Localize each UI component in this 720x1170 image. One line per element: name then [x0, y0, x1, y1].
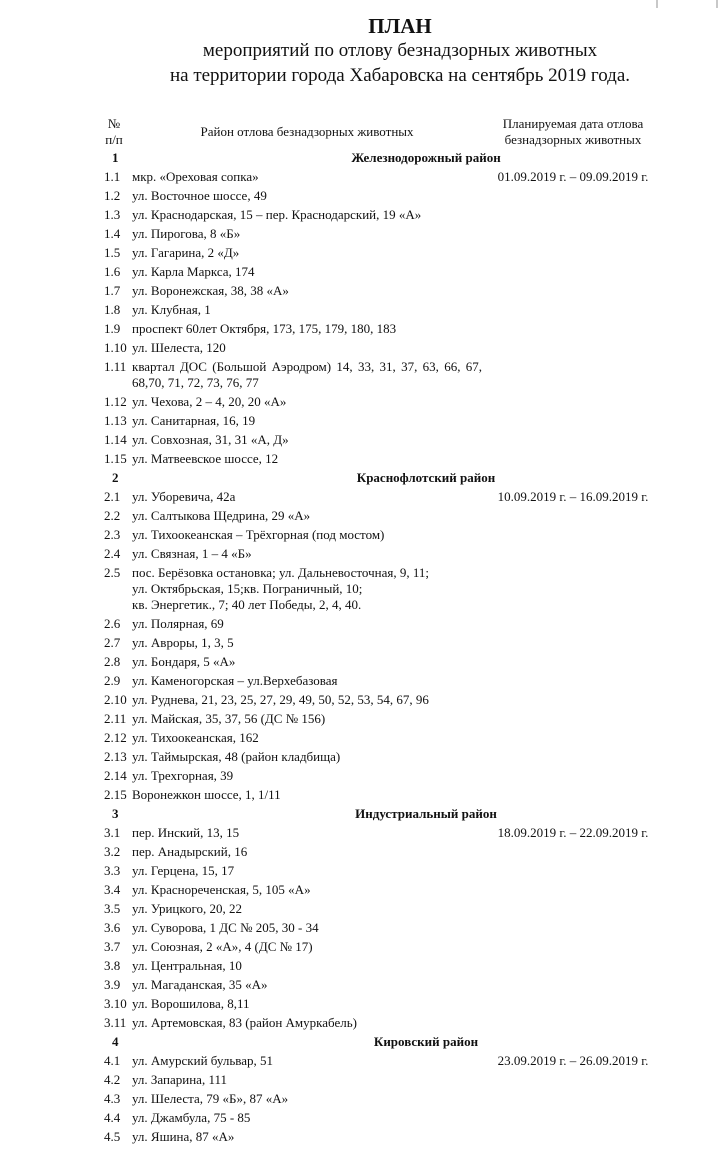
table-row	[104, 205, 664, 224]
table-row	[104, 918, 664, 937]
table-row	[104, 487, 664, 506]
district-name: Индустриальный район	[355, 805, 497, 821]
item-address: ул. Артемовская, 83 (район Амуркабель)	[132, 1014, 357, 1030]
item-number: 2.3	[104, 526, 121, 542]
table-row	[104, 690, 664, 709]
item-number: 1.14	[104, 431, 127, 447]
item-address: ул. Центральная, 10	[132, 957, 242, 973]
item-date: 18.09.2019 г. – 22.09.2019 г.	[497, 824, 649, 840]
table-row	[104, 937, 664, 956]
table-row	[104, 1127, 664, 1146]
item-date	[482, 918, 664, 937]
table-row	[104, 671, 664, 690]
item-date	[482, 506, 664, 525]
item-date	[482, 243, 664, 262]
item-number: 3.1	[104, 824, 121, 840]
item-date	[482, 392, 664, 411]
item-address: ул. Запарина, 111	[132, 1071, 227, 1087]
item-date	[482, 411, 664, 430]
item-number: 1.13	[104, 412, 127, 428]
item-address: ул. Связная, 1 – 4 «Б»	[132, 545, 252, 561]
item-date	[482, 430, 664, 449]
item-address: ул. Шелеста, 120	[132, 339, 226, 355]
table-body	[104, 148, 664, 1146]
item-number: 2.1	[104, 488, 121, 504]
item-address: ул. Амурский бульвар, 51	[132, 1052, 273, 1068]
item-date	[482, 338, 664, 357]
district-name: Краснофлотский район	[356, 469, 496, 485]
item-date	[482, 899, 664, 918]
item-number: 2.9	[104, 672, 121, 688]
item-date: 23.09.2019 г. – 26.09.2019 г.	[497, 1052, 649, 1068]
item-date	[482, 785, 664, 804]
item-address: ул. Воронежская, 38, 38 «А»	[132, 282, 289, 298]
table-row	[104, 243, 664, 262]
item-address: ул. Ворошилова, 8,11	[132, 995, 250, 1011]
item-number: 2.7	[104, 634, 121, 650]
item-address: квартал ДОС (Большой Аэродром) 14, 33, 31, 37, 63, 66, 67, 68,70, 71, 72, 73, 76, 77	[132, 358, 482, 390]
item-number: 3.11	[104, 1014, 127, 1030]
item-address: ул. Авроры, 1, 3, 5	[132, 634, 234, 650]
item-address: ул. Клубная, 1	[132, 301, 211, 317]
table-row	[104, 633, 664, 652]
table-row	[104, 975, 664, 994]
item-number: 1.10	[104, 339, 127, 355]
item-address: ул. Тихоокеанская, 162	[132, 729, 259, 745]
item-address: ул. Таймырская, 48 (район кладбища)	[132, 748, 341, 764]
table-row	[104, 281, 664, 300]
header-number: № п/п	[105, 116, 123, 147]
item-date	[482, 690, 664, 709]
item-number: 4.5	[104, 1128, 121, 1144]
item-date	[482, 1127, 664, 1146]
table-row	[104, 506, 664, 525]
item-address: ул. Пирогова, 8 «Б»	[132, 225, 241, 241]
item-date	[482, 262, 664, 281]
item-date	[482, 186, 664, 205]
item-number: 1.15	[104, 450, 127, 466]
item-address: ул. Санитарная, 16, 19	[132, 412, 256, 428]
item-address: ул. Карла Маркса, 174	[132, 263, 255, 279]
document-subtitle-line-1: мероприятий по отлову безнадзорных животных	[202, 40, 598, 61]
item-date	[482, 633, 664, 652]
item-number: 1.6	[104, 263, 121, 279]
table-row	[104, 766, 664, 785]
item-address: ул. Краснодарская, 15 – пер. Краснодарский, 19 «А»	[132, 206, 422, 222]
item-date	[482, 975, 664, 994]
item-number: 3.8	[104, 957, 121, 973]
item-address: ул. Майская, 35, 37, 56 (ДС № 156)	[132, 710, 326, 726]
item-number: 3.9	[104, 976, 121, 992]
item-number: 4.1	[104, 1052, 121, 1068]
item-address: ул. Матвеевское шоссе, 12	[132, 450, 279, 466]
table-row	[104, 411, 664, 430]
item-date	[482, 224, 664, 243]
table-row	[104, 728, 664, 747]
item-number: 2.14	[104, 767, 127, 783]
capture-plan-table	[104, 116, 664, 1146]
item-date	[482, 1108, 664, 1127]
table-header-row	[104, 116, 664, 148]
item-date	[482, 300, 664, 319]
item-number: 2.12	[104, 729, 127, 745]
edge-mark	[656, 0, 658, 8]
table-row	[104, 357, 664, 392]
document-header	[0, 14, 720, 88]
item-number: 1.11	[104, 358, 127, 374]
item-address: ул. Союзная, 2 «А», 4 (ДС № 17)	[132, 938, 313, 954]
item-address: Воронежкон шоссе, 1, 1/11	[132, 786, 281, 802]
table-row	[104, 300, 664, 319]
district-row	[104, 804, 664, 823]
item-number: 4.4	[104, 1109, 121, 1125]
header-date: Планируемая дата отлова безнадзорных животных	[502, 116, 644, 147]
item-address: пос. Берёзовка остановка; ул. Дальневосточная, 9, 11; ул. Октябрьская, 15;кв. Пограничный, 10; кв. Энергетик., 7; 40 лет Победы, 2, 4, 40.	[132, 564, 429, 612]
item-date	[482, 652, 664, 671]
table-row	[104, 1089, 664, 1108]
item-number: 2.8	[104, 653, 121, 669]
item-address: ул. Салтыкова Щедрина, 29 «А»	[132, 507, 311, 523]
item-address: пер. Инский, 13, 15	[132, 824, 240, 840]
table-row	[104, 1070, 664, 1089]
item-number: 1.5	[104, 244, 121, 260]
item-address: ул. Урицкого, 20, 22	[132, 900, 243, 916]
edge-mark	[716, 0, 718, 8]
item-date	[482, 880, 664, 899]
item-number: 2.5	[104, 564, 121, 580]
table-row	[104, 319, 664, 338]
table-row	[104, 449, 664, 468]
item-address: ул. Чехова, 2 – 4, 20, 20 «А»	[132, 393, 287, 409]
table-row	[104, 167, 664, 186]
item-number: 3.10	[104, 995, 127, 1011]
item-number: 1.4	[104, 225, 121, 241]
item-address: ул. Трехгорная, 39	[132, 767, 234, 783]
item-address: ул. Уборевича, 42а	[132, 488, 236, 504]
item-number: 2.15	[104, 786, 127, 802]
table-row	[104, 1108, 664, 1127]
item-date	[482, 205, 664, 224]
table-row	[104, 956, 664, 975]
item-address: ул. Магаданская, 35 «А»	[132, 976, 268, 992]
item-date	[482, 671, 664, 690]
item-number: 3.4	[104, 881, 121, 897]
item-number: 1.8	[104, 301, 121, 317]
table-row	[104, 994, 664, 1013]
item-date	[482, 1089, 664, 1108]
table-row	[104, 614, 664, 633]
district-name: Кировский район	[373, 1033, 479, 1049]
item-date	[482, 937, 664, 956]
district-row	[104, 148, 664, 167]
item-address: ул. Полярная, 69	[132, 615, 224, 631]
item-date	[482, 956, 664, 975]
item-address: ул. Шелеста, 79 «Б», 87 «А»	[132, 1090, 289, 1106]
item-date	[482, 319, 664, 338]
item-number: 1.9	[104, 320, 121, 336]
table-row	[104, 224, 664, 243]
item-address: мкр. «Ореховая сопка»	[132, 168, 259, 184]
item-number: 1.12	[104, 393, 127, 409]
district-row	[104, 1032, 664, 1051]
item-address: ул. Руднева, 21, 23, 25, 27, 29, 49, 50, 52, 53, 54, 67, 96	[132, 691, 429, 707]
item-address: проспект 60лет Октября, 173, 175, 179, 180, 183	[132, 320, 397, 336]
district-number: 1	[112, 149, 119, 165]
table-row	[104, 392, 664, 411]
item-number: 2.6	[104, 615, 121, 631]
item-date	[482, 1013, 664, 1032]
item-number: 1.3	[104, 206, 121, 222]
item-date	[482, 766, 664, 785]
item-date	[482, 449, 664, 468]
item-number: 3.3	[104, 862, 121, 878]
item-address: ул. Джамбула, 75 - 85	[132, 1109, 251, 1125]
item-number: 2.4	[104, 545, 121, 561]
table-row	[104, 338, 664, 357]
table-row	[104, 1051, 664, 1070]
item-number: 2.13	[104, 748, 127, 764]
item-number: 2.2	[104, 507, 121, 523]
item-number: 2.11	[104, 710, 127, 726]
table-row	[104, 785, 664, 804]
item-date	[482, 994, 664, 1013]
item-number: 1.1	[104, 168, 121, 184]
item-date	[482, 709, 664, 728]
district-name: Железнодорожный район	[351, 149, 501, 165]
item-address: ул. Суворова, 1 ДС № 205, 30 - 34	[132, 919, 319, 935]
district-number: 2	[112, 469, 119, 485]
item-date	[482, 281, 664, 300]
header-area: Район отлова безнадзорных животных	[200, 124, 414, 139]
item-address: ул. Каменогорская – ул.Верхебазовая	[132, 672, 338, 688]
item-number: 4.2	[104, 1071, 121, 1087]
item-number: 3.7	[104, 938, 121, 954]
item-address: ул. Тихоокеанская – Трёхгорная (под мостом)	[132, 526, 385, 542]
item-address: ул. Восточное шоссе, 49	[132, 187, 267, 203]
table-row	[104, 709, 664, 728]
item-date	[482, 1070, 664, 1089]
item-date: 01.09.2019 г. – 09.09.2019 г.	[497, 168, 649, 184]
district-number: 4	[112, 1033, 119, 1049]
item-number: 2.10	[104, 691, 127, 707]
item-number: 1.2	[104, 187, 121, 203]
table-row	[104, 880, 664, 899]
item-date	[482, 525, 664, 544]
item-date	[482, 357, 664, 392]
item-address: ул. Краснореченская, 5, 105 «А»	[132, 881, 311, 897]
item-date	[482, 861, 664, 880]
table-row	[104, 747, 664, 766]
item-address: пер. Анадырский, 16	[132, 843, 248, 859]
item-address: ул. Совхозная, 31, 31 «А, Д»	[132, 431, 289, 447]
item-date	[482, 563, 664, 614]
table-row	[104, 186, 664, 205]
table-row	[104, 861, 664, 880]
table-row	[104, 899, 664, 918]
item-address: ул. Гагарина, 2 «Д»	[132, 244, 240, 260]
item-number: 3.5	[104, 900, 121, 916]
item-date	[482, 747, 664, 766]
item-number: 1.7	[104, 282, 121, 298]
document-title: ПЛАН	[368, 14, 432, 38]
district-number: 3	[112, 805, 119, 821]
item-address: ул. Бондаря, 5 «А»	[132, 653, 236, 669]
item-number: 4.3	[104, 1090, 121, 1106]
table-row	[104, 842, 664, 861]
table-row	[104, 563, 664, 614]
item-date	[482, 728, 664, 747]
item-date: 10.09.2019 г. – 16.09.2019 г.	[497, 488, 649, 504]
table-row	[104, 652, 664, 671]
table-row	[104, 544, 664, 563]
item-address: ул. Яшина, 87 «А»	[132, 1128, 235, 1144]
top-bar	[0, 0, 720, 12]
item-number: 3.2	[104, 843, 121, 859]
table-row	[104, 1013, 664, 1032]
item-date	[482, 614, 664, 633]
table-row	[104, 525, 664, 544]
table-row	[104, 262, 664, 281]
item-address: ул. Герцена, 15, 17	[132, 862, 235, 878]
document-subtitle-line-2: на территории города Хабаровска на сентябрь 2019 года.	[169, 65, 631, 86]
item-date	[482, 842, 664, 861]
table-row	[104, 430, 664, 449]
item-number: 3.6	[104, 919, 121, 935]
table-row	[104, 823, 664, 842]
district-row	[104, 468, 664, 487]
item-date	[482, 544, 664, 563]
